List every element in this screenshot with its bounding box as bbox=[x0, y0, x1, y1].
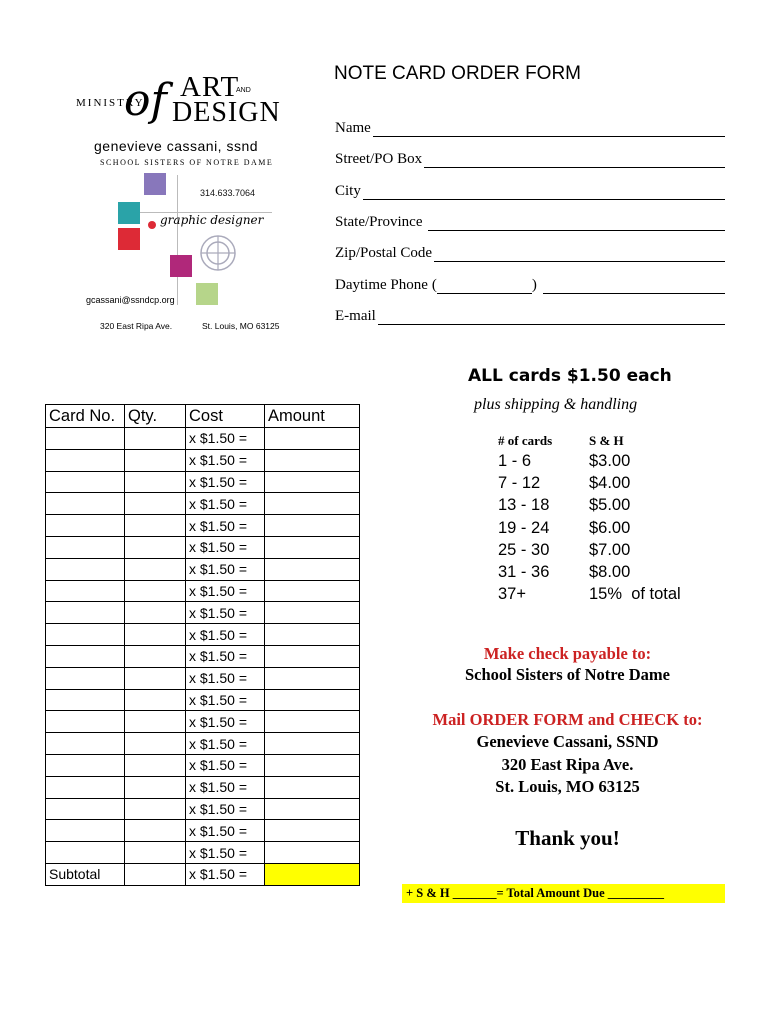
phone-paren-open: ( bbox=[431, 277, 437, 293]
phone-paren-close: ) bbox=[531, 277, 537, 293]
cost-cell: x $1.50 = bbox=[186, 689, 265, 711]
sh-price-value: $8.00 bbox=[589, 563, 631, 581]
cost-cell: x $1.50 = bbox=[186, 798, 265, 820]
cost-cell: x $1.50 = bbox=[186, 820, 265, 842]
table-row bbox=[46, 536, 360, 558]
card-no-cell[interactable] bbox=[46, 558, 125, 580]
logo-phone: 314.633.7064 bbox=[200, 188, 256, 198]
form-title: NOTE CARD ORDER FORM bbox=[334, 63, 581, 84]
cost-cell: x $1.50 = bbox=[186, 471, 265, 493]
card-no-cell[interactable] bbox=[46, 776, 125, 798]
table-row bbox=[46, 602, 360, 624]
sh-price-value: $3.00 bbox=[589, 452, 631, 470]
phone-number-line[interactable] bbox=[543, 279, 725, 294]
cost-cell: x $1.50 = bbox=[186, 711, 265, 733]
logo-name: genevieve cassani, ssnd bbox=[94, 138, 259, 154]
purple-square bbox=[144, 173, 166, 195]
card-no-cell[interactable] bbox=[46, 471, 125, 493]
amount-cell[interactable] bbox=[265, 645, 360, 667]
table-row bbox=[46, 471, 360, 493]
cost-cell: x $1.50 = bbox=[186, 754, 265, 776]
mail-city: St. Louis, MO 63125 bbox=[495, 777, 640, 796]
sh-cards-value: 7 - 12 bbox=[498, 474, 541, 493]
table-row bbox=[46, 493, 360, 515]
table-row bbox=[46, 449, 360, 471]
order-table-body bbox=[46, 428, 360, 886]
sh-price-value: $7.00 bbox=[589, 540, 631, 559]
table-row bbox=[46, 580, 360, 602]
qty-cell[interactable] bbox=[125, 580, 186, 602]
qty-cell[interactable] bbox=[125, 515, 186, 537]
subtotal-label: Subtotal bbox=[46, 863, 125, 885]
total-blank[interactable]: _________ bbox=[607, 886, 665, 900]
qty-cell[interactable] bbox=[125, 428, 186, 450]
qty-cell[interactable] bbox=[125, 449, 186, 471]
qty-cell[interactable] bbox=[125, 558, 186, 580]
table-row bbox=[46, 645, 360, 667]
logo-art: ART bbox=[180, 71, 240, 103]
card-no-cell[interactable] bbox=[46, 820, 125, 842]
sh-price-value: $5.00 bbox=[589, 496, 631, 515]
logo-design: DESIGN bbox=[172, 97, 281, 128]
card-no-cell[interactable] bbox=[46, 449, 125, 471]
red-square bbox=[118, 228, 140, 250]
teal-square bbox=[118, 202, 140, 224]
amount-cell[interactable] bbox=[265, 558, 360, 580]
cost-cell: x $1.50 = bbox=[186, 558, 265, 580]
header-qty: Qty. bbox=[125, 405, 186, 428]
logo-role: graphic designer bbox=[160, 213, 264, 227]
amount-cell[interactable] bbox=[265, 667, 360, 689]
qty-cell[interactable] bbox=[125, 776, 186, 798]
amount-cell[interactable] bbox=[265, 624, 360, 646]
card-no-cell[interactable] bbox=[46, 711, 125, 733]
logo-city: St. Louis, MO 63125 bbox=[202, 321, 280, 331]
qty-cell[interactable] bbox=[125, 471, 186, 493]
card-no-cell[interactable] bbox=[46, 842, 125, 864]
qty-cell[interactable] bbox=[125, 733, 186, 755]
logo-and: AND bbox=[236, 87, 251, 94]
subtotal-amount-cell[interactable] bbox=[265, 863, 360, 885]
header-amount: Amount bbox=[265, 405, 360, 428]
sh-cards-value: 25 - 30 bbox=[498, 540, 550, 559]
street-label: Street/PO Box bbox=[335, 151, 423, 167]
table-row bbox=[46, 863, 360, 885]
table-row bbox=[46, 624, 360, 646]
amount-cell[interactable] bbox=[265, 842, 360, 864]
pricing-headline: ALL cards $1.50 each bbox=[468, 366, 672, 386]
cost-cell: x $1.50 = bbox=[186, 776, 265, 798]
amount-cell[interactable] bbox=[265, 820, 360, 842]
qty-cell[interactable] bbox=[125, 798, 186, 820]
card-no-cell[interactable] bbox=[46, 798, 125, 820]
sh-price-value: $4.00 bbox=[589, 474, 631, 493]
card-no-cell[interactable] bbox=[46, 624, 125, 646]
card-no-cell[interactable] bbox=[46, 428, 125, 450]
area-code-line[interactable] bbox=[437, 279, 532, 294]
amount-cell[interactable] bbox=[265, 515, 360, 537]
table-row bbox=[46, 798, 360, 820]
card-no-cell[interactable] bbox=[46, 602, 125, 624]
name-line[interactable] bbox=[373, 122, 725, 137]
table-row bbox=[46, 428, 360, 450]
phone-label: Daytime Phone bbox=[335, 277, 428, 293]
qty-cell[interactable] bbox=[125, 536, 186, 558]
sh-price-value: $6.00 bbox=[589, 518, 631, 537]
card-no-cell[interactable] bbox=[46, 754, 125, 776]
zip-line[interactable] bbox=[434, 247, 725, 262]
street-line[interactable] bbox=[424, 153, 725, 168]
qty-cell[interactable] bbox=[125, 863, 186, 885]
table-row bbox=[46, 754, 360, 776]
table-row bbox=[46, 711, 360, 733]
mail-label: Mail ORDER FORM and CHECK to: bbox=[432, 710, 703, 729]
cost-cell: x $1.50 = bbox=[186, 536, 265, 558]
qty-cell[interactable] bbox=[125, 602, 186, 624]
amount-cell[interactable] bbox=[265, 754, 360, 776]
total-prefix: + S & H bbox=[406, 886, 453, 900]
pricing-subhead: plus shipping & handling bbox=[474, 396, 638, 413]
amount-cell[interactable] bbox=[265, 776, 360, 798]
qty-cell[interactable] bbox=[125, 624, 186, 646]
cost-cell: x $1.50 = bbox=[186, 449, 265, 471]
amount-cell[interactable] bbox=[265, 428, 360, 450]
header-card-no: Card No. bbox=[46, 405, 125, 428]
amount-cell[interactable] bbox=[265, 711, 360, 733]
table-header-row bbox=[46, 405, 360, 428]
sh-cards-value: 19 - 24 bbox=[498, 518, 550, 537]
qty-cell[interactable] bbox=[125, 645, 186, 667]
table-row bbox=[46, 820, 360, 842]
email-field[interactable] bbox=[335, 305, 725, 325]
card-no-cell[interactable] bbox=[46, 580, 125, 602]
cost-cell: x $1.50 = bbox=[186, 515, 265, 537]
table-row bbox=[46, 689, 360, 711]
cost-cell: x $1.50 = bbox=[186, 493, 265, 515]
phone-field[interactable] bbox=[335, 274, 725, 294]
email-line[interactable] bbox=[378, 310, 725, 325]
total-mid: = Total Amount Due bbox=[496, 886, 608, 900]
amount-cell[interactable] bbox=[265, 798, 360, 820]
cost-cell: x $1.50 = bbox=[186, 645, 265, 667]
order-table bbox=[45, 404, 360, 886]
card-no-cell[interactable] bbox=[46, 689, 125, 711]
qty-cell[interactable] bbox=[125, 820, 186, 842]
cost-cell: x $1.50 = bbox=[186, 428, 265, 450]
amount-cell[interactable] bbox=[265, 733, 360, 755]
green-square bbox=[196, 283, 218, 305]
city-field[interactable] bbox=[335, 180, 725, 200]
sh-col-cards: # of cards bbox=[498, 433, 553, 448]
cost-cell: x $1.50 = bbox=[186, 602, 265, 624]
table-row bbox=[46, 558, 360, 580]
qty-cell[interactable] bbox=[125, 667, 186, 689]
card-no-cell[interactable] bbox=[46, 733, 125, 755]
mail-street: 320 East Ripa Ave. bbox=[501, 755, 634, 774]
sh-blank[interactable]: _______ bbox=[452, 886, 497, 900]
table-row bbox=[46, 842, 360, 864]
cost-cell: x $1.50 = bbox=[186, 624, 265, 646]
sh-col-sh: S & H bbox=[589, 433, 624, 448]
city-label: City bbox=[335, 183, 361, 199]
thank-you: Thank you! bbox=[515, 826, 620, 850]
cost-cell: x $1.50 = bbox=[186, 667, 265, 689]
name-label: Name bbox=[335, 120, 371, 136]
amount-cell[interactable] bbox=[265, 471, 360, 493]
header-cost: Cost bbox=[186, 405, 265, 428]
card-no-cell[interactable] bbox=[46, 515, 125, 537]
cost-cell: x $1.50 = bbox=[186, 863, 265, 885]
payable-label: Make check payable to: bbox=[483, 644, 652, 663]
amount-cell[interactable] bbox=[265, 580, 360, 602]
ssnd-seal-icon bbox=[198, 233, 238, 273]
logo bbox=[62, 55, 302, 355]
card-no-cell[interactable] bbox=[46, 667, 125, 689]
logo-ministry: MINISTRY bbox=[76, 97, 145, 109]
table-row bbox=[46, 667, 360, 689]
card-no-cell[interactable] bbox=[46, 645, 125, 667]
table-row bbox=[46, 733, 360, 755]
card-no-cell[interactable] bbox=[46, 493, 125, 515]
payable-to: School Sisters of Notre Dame bbox=[465, 665, 670, 684]
logo-of: of bbox=[124, 75, 167, 126]
sh-cards-value: 13 - 18 bbox=[498, 496, 550, 515]
sh-cards-value: 1 - 6 bbox=[498, 452, 532, 470]
city-line[interactable] bbox=[363, 185, 725, 200]
table-row bbox=[46, 776, 360, 798]
qty-cell[interactable] bbox=[125, 493, 186, 515]
sh-cards-value: 37+ bbox=[498, 585, 526, 604]
sh-price-value: 15% of total bbox=[589, 585, 681, 604]
logo-rule bbox=[177, 175, 178, 305]
cost-cell: x $1.50 = bbox=[186, 842, 265, 864]
logo-email: gcassani@ssndcp.org bbox=[86, 295, 175, 305]
sh-cards-value: 31 - 36 bbox=[498, 563, 550, 581]
amount-cell[interactable] bbox=[265, 536, 360, 558]
state-label: State/Province bbox=[335, 214, 423, 230]
qty-cell[interactable] bbox=[125, 842, 186, 864]
qty-cell[interactable] bbox=[125, 711, 186, 733]
table-row bbox=[46, 515, 360, 537]
state-field[interactable] bbox=[335, 211, 725, 231]
total-amount-due[interactable] bbox=[402, 884, 725, 903]
logo-address: 320 East Ripa Ave. bbox=[100, 321, 173, 331]
email-label: E-mail bbox=[335, 308, 376, 324]
zip-field[interactable] bbox=[335, 242, 725, 262]
mail-name: Genevieve Cassani, SSND bbox=[476, 732, 659, 751]
qty-cell[interactable] bbox=[125, 754, 186, 776]
red-dot-icon bbox=[148, 221, 156, 229]
magenta-square bbox=[170, 255, 192, 277]
cost-cell: x $1.50 = bbox=[186, 733, 265, 755]
amount-cell[interactable] bbox=[265, 602, 360, 624]
amount-cell[interactable] bbox=[265, 493, 360, 515]
amount-cell[interactable] bbox=[265, 449, 360, 471]
card-no-cell[interactable] bbox=[46, 536, 125, 558]
zip-label: Zip/Postal Code bbox=[335, 245, 433, 261]
qty-cell[interactable] bbox=[125, 689, 186, 711]
name-field[interactable] bbox=[335, 117, 725, 137]
logo-order: SCHOOL SISTERS OF NOTRE DAME bbox=[100, 158, 274, 167]
amount-cell[interactable] bbox=[265, 689, 360, 711]
cost-cell: x $1.50 = bbox=[186, 580, 265, 602]
street-field[interactable] bbox=[335, 148, 725, 168]
state-line[interactable] bbox=[428, 216, 725, 231]
